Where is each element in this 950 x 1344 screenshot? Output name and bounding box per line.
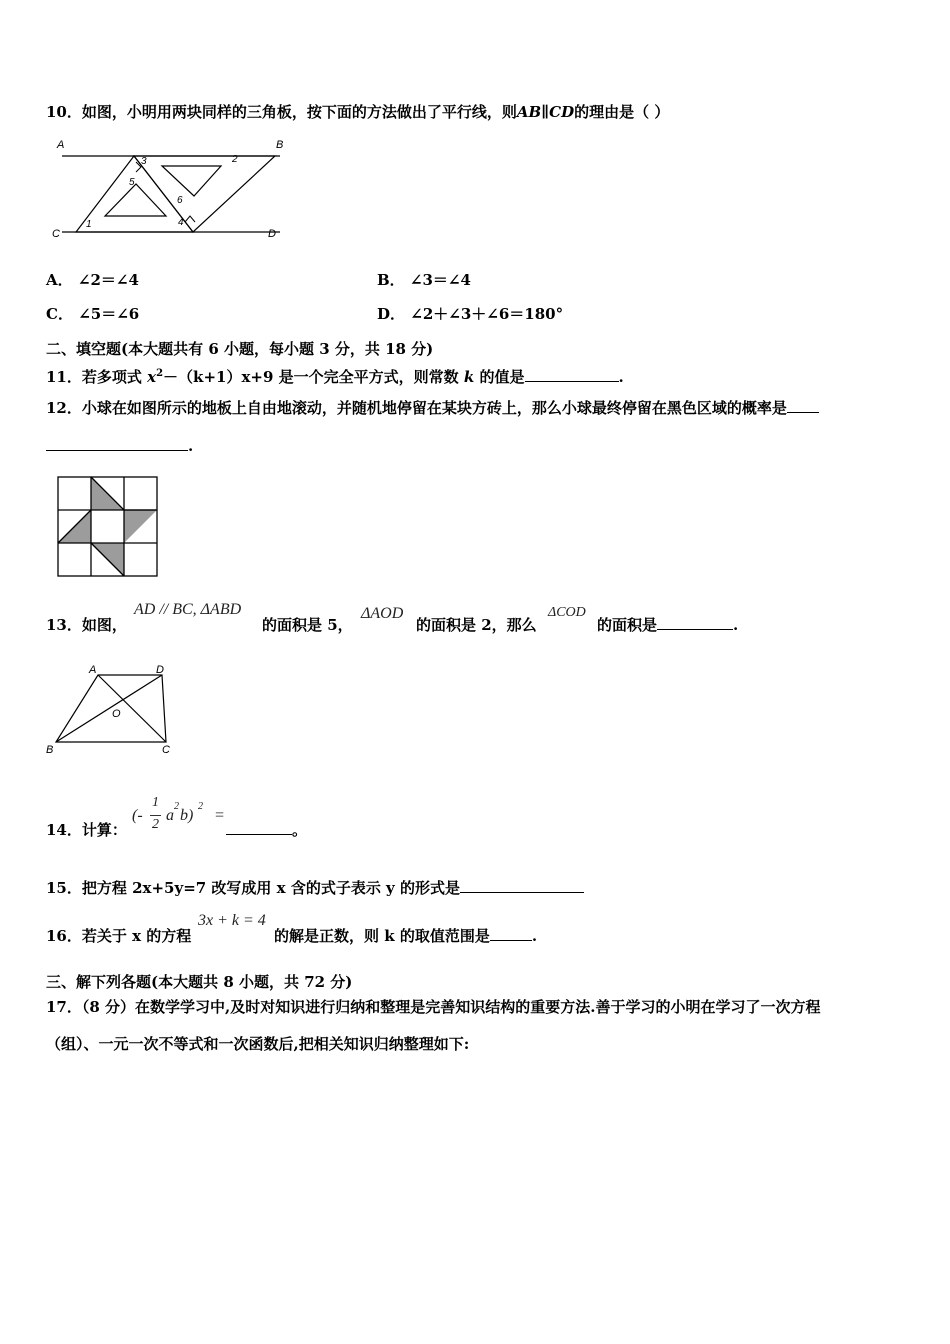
fig-label: A — [89, 664, 97, 676]
fig-label: 1 — [86, 219, 92, 230]
q17-line-2: （组）、一元一次不等式和一次函数后,把相关知识归纳整理如下: — [46, 1035, 470, 1053]
q14-blank-line: 。 — [226, 820, 307, 840]
q17-line-1: 17．（8 分）在数学学习中,及时对知识进行归纳和整理是完善知识结构的重要方法.善于学习的小明在学习了一次方程 — [46, 998, 821, 1016]
q14-stem: 14．计算： — [46, 821, 127, 839]
fig-label: 2 — [232, 154, 238, 165]
q11-stem: 11．若多项式 $x^2-(k+1)x+9$ 是一个完全平方式，则常数 k 的值是 . — [46, 368, 624, 386]
fig-label: 4 — [178, 217, 184, 228]
q16-stem-cont: 的解是正数，则 k 的取值范围是 . — [274, 927, 538, 945]
q10-figure — [50, 136, 290, 244]
q13-math-1: AD // BC, ΔABD — [134, 601, 242, 618]
fig-label: B — [46, 744, 54, 756]
fig-label: D — [268, 228, 276, 240]
section-3-heading: 三、解下列各题(本大题共 8 小题，共 72 分) — [46, 973, 353, 991]
q12-stem: 12．小球在如图所示的地板上自由地滚动，并随机地停留在某块方砖上，那么小球最终停留在黑色区域的概率是 — [46, 398, 819, 418]
q13-math-2: ΔAOD — [361, 605, 404, 622]
q13-answer-blank[interactable] — [657, 615, 733, 630]
fig-label: 6 — [177, 195, 183, 206]
q12-answer-blank-cont[interactable] — [46, 436, 188, 451]
q13-trapezoid-figure — [44, 662, 179, 756]
fig-label: 3 — [141, 156, 147, 167]
q15-answer-blank[interactable] — [460, 878, 584, 893]
q10-option-a[interactable]: A． ∠2＝∠4 — [46, 271, 139, 289]
fig-label: O — [112, 708, 121, 720]
fig-label: C — [52, 228, 60, 240]
q13-math-3: ΔCOD — [548, 605, 586, 620]
q13-text-c: 的面积是 2，那么 — [416, 616, 537, 634]
q16-stem: 16．若关于 x 的方程 — [46, 927, 192, 945]
q12-answer-blank[interactable] — [787, 398, 819, 413]
fig-label: A — [57, 139, 65, 151]
fig-label: 5 — [129, 177, 135, 188]
section-2-heading: 二、填空题(本大题共有 6 小题，每小题 3 分，共 18 分) — [46, 340, 434, 358]
q10-option-d[interactable]: D． ∠2＋∠3＋∠6＝180° — [377, 305, 564, 323]
q13-text-b: 的面积是 5， — [262, 616, 353, 634]
q11-answer-blank[interactable] — [525, 367, 619, 382]
q13-stem: 13．如图， — [46, 616, 127, 634]
q14-answer-blank[interactable] — [226, 820, 292, 835]
q10-stem: 10．如图，小明用两块同样的三角板，按下面的方法做出了平行线，则AB∥CD的理由是（ ） — [46, 103, 670, 121]
fig-label: D — [156, 664, 164, 676]
fig-label: C — [162, 744, 170, 756]
q10-math: AB∥CD — [516, 103, 575, 121]
q15-stem: 15．把方程 2x+5y=7 改写成用 x 含的式子表示 y 的形式是 — [46, 878, 584, 898]
q16-answer-blank[interactable] — [490, 926, 532, 941]
q10-option-c[interactable]: C． ∠5＝∠6 — [46, 305, 140, 323]
q10-option-b[interactable]: B． ∠3＝∠4 — [377, 271, 471, 289]
q12-blank-line: . — [46, 436, 193, 456]
q12-tile-figure — [57, 476, 159, 578]
q13-text-d: 的面积是 . — [597, 616, 739, 634]
fig-label: B — [276, 139, 284, 151]
q16-equation: 3x + k = 4 — [198, 912, 266, 929]
